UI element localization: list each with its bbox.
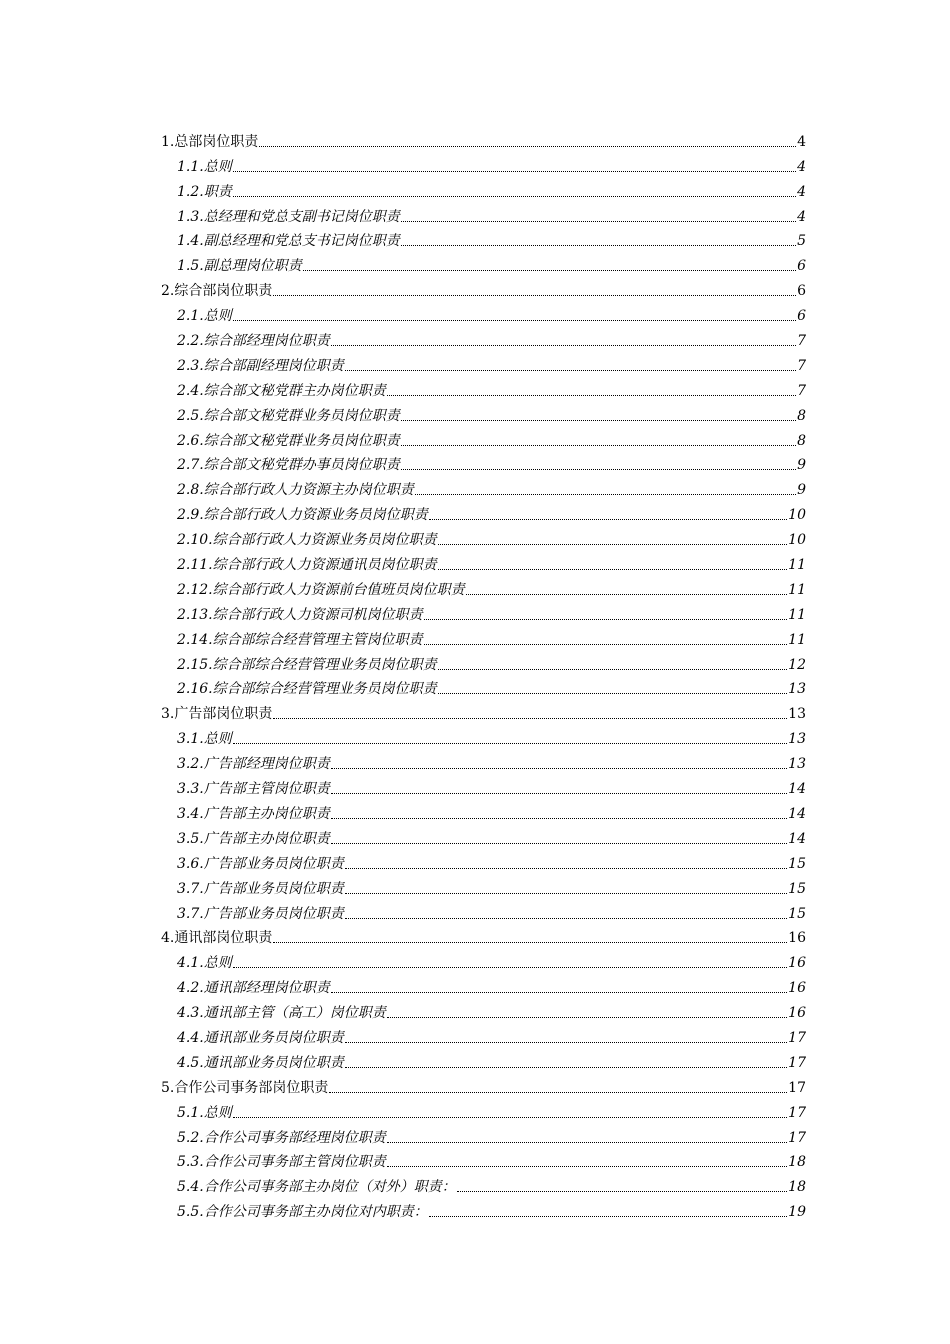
dot-leader — [401, 245, 796, 246]
toc-section-entry[interactable] — [177, 225, 806, 250]
toc-entry-title: 3.6.广告部业务员岗位职责 — [177, 855, 344, 872]
dot-leader — [387, 395, 796, 396]
toc-chapter-entry[interactable] — [161, 1071, 806, 1096]
toc-entry-title: 2.6.综合部文秘党群业务员岗位职责 — [177, 432, 400, 449]
toc-entry-title: 3.1.总则 — [177, 731, 232, 748]
toc-page-number: 15 — [788, 905, 806, 922]
dot-leader — [303, 270, 796, 271]
toc-page-number: 17 — [788, 1029, 806, 1046]
toc-entry-title: 2.14.综合部综合经营管理主管岗位职责 — [177, 631, 423, 648]
dot-leader — [438, 669, 788, 670]
toc-page-number: 14 — [788, 805, 806, 822]
toc-entry-title: 2.10.综合部行政人力资源业务员岗位职责 — [177, 532, 437, 549]
toc-entry-title: 2.5.综合部文秘党群业务员岗位职责 — [177, 407, 400, 424]
dot-leader — [438, 569, 788, 570]
toc-section-entry[interactable] — [177, 1021, 806, 1046]
toc-entry-title: 1.3.总经理和党总支副书记岗位职责 — [177, 208, 400, 225]
toc-entry-title: 2.4.综合部文秘党群主办岗位职责 — [177, 382, 386, 399]
toc-section-entry[interactable] — [177, 150, 806, 175]
dot-leader — [233, 196, 796, 197]
toc-entry-title: 4.5.通讯部业务员岗位职责 — [177, 1054, 344, 1071]
toc-page-number: 9 — [797, 482, 806, 499]
dot-leader — [345, 1067, 787, 1068]
toc-entry-title: 4.2.通讯部经理岗位职责 — [177, 980, 330, 997]
toc-page-number: 14 — [788, 830, 806, 847]
toc-entry-title: 2.3.综合部副经理岗位职责 — [177, 357, 344, 374]
toc-entry-title: 4.1.总则 — [177, 955, 232, 972]
toc-page-number: 13 — [788, 731, 806, 748]
toc-page-number: 4 — [797, 183, 806, 200]
toc-page-number: 12 — [788, 656, 806, 673]
dot-leader — [438, 544, 788, 545]
toc-chapter-entry[interactable] — [161, 922, 806, 947]
toc-entry-title: 3.7.广告部业务员岗位职责 — [177, 905, 344, 922]
toc-entry-title: 1.1.总则 — [177, 158, 232, 175]
dot-leader — [233, 320, 796, 321]
toc-entry-title: 5.1.总则 — [177, 1104, 232, 1121]
toc-page-number: 4 — [797, 158, 806, 175]
toc-entry-title: 1.5.副总理岗位职责 — [177, 258, 302, 275]
dot-leader — [429, 519, 787, 520]
toc-section-entry[interactable] — [177, 1046, 806, 1071]
dot-leader — [273, 718, 787, 719]
toc-entry-title: 3.4.广告部主办岗位职责 — [177, 805, 330, 822]
toc-entry-title: 4.通讯部岗位职责 — [161, 930, 273, 947]
dot-leader — [233, 967, 787, 968]
toc-page-number: 7 — [797, 357, 806, 374]
toc-page-number: 10 — [788, 532, 806, 549]
dot-leader — [401, 420, 796, 421]
toc-entry-title: 4.4.通讯部业务员岗位职责 — [177, 1029, 344, 1046]
toc-section-entry[interactable] — [177, 473, 806, 498]
dot-leader — [273, 942, 787, 943]
toc-page-number: 11 — [788, 557, 806, 574]
dot-leader — [387, 1142, 787, 1143]
toc-page-number: 16 — [788, 930, 806, 947]
toc-entry-title: 2.9.综合部行政人力资源业务员岗位职责 — [177, 507, 428, 524]
toc-section-entry[interactable] — [177, 971, 806, 996]
toc-section-entry[interactable] — [177, 673, 806, 698]
dot-leader — [345, 868, 787, 869]
toc-page-number: 18 — [788, 1179, 806, 1196]
dot-leader — [401, 469, 796, 470]
toc-chapter-entry[interactable] — [161, 697, 806, 722]
toc-section-entry[interactable] — [177, 1195, 806, 1220]
toc-section-entry[interactable] — [177, 349, 806, 374]
toc-entry-title: 2.综合部岗位职责 — [161, 283, 273, 300]
toc-page-number: 15 — [788, 855, 806, 872]
toc-page-number: 17 — [788, 1054, 806, 1071]
toc-section-entry[interactable] — [177, 573, 806, 598]
dot-leader — [387, 1166, 787, 1167]
toc-section-entry[interactable] — [177, 623, 806, 648]
toc-section-entry[interactable] — [177, 424, 806, 449]
toc-section-entry[interactable] — [177, 847, 806, 872]
toc-section-entry[interactable] — [177, 648, 806, 673]
toc-page-number: 14 — [788, 781, 806, 798]
toc-entry-title: 2.1.总则 — [177, 308, 232, 325]
toc-section-entry[interactable] — [177, 299, 806, 324]
toc-page-number: 17 — [788, 1104, 806, 1121]
dot-leader — [424, 619, 788, 620]
toc-entry-title: 3.广告部岗位职责 — [161, 706, 273, 723]
toc-page-number: 16 — [788, 980, 806, 997]
dot-leader — [415, 494, 796, 495]
toc-page-number: 8 — [797, 407, 806, 424]
toc-page-number: 6 — [797, 283, 806, 300]
dot-leader — [424, 644, 788, 645]
dot-leader — [345, 893, 787, 894]
dot-leader — [329, 1092, 787, 1093]
toc-page-number: 13 — [788, 706, 806, 723]
toc-entry-title: 1.总部岗位职责 — [161, 133, 259, 150]
toc-entry-title: 1.4.副总经理和党总支书记岗位职责 — [177, 233, 400, 250]
toc-section-entry[interactable] — [177, 200, 806, 225]
dot-leader — [438, 693, 788, 694]
dot-leader — [233, 1117, 787, 1118]
toc-page-number: 6 — [797, 308, 806, 325]
toc-page-number: 11 — [788, 631, 806, 648]
dot-leader — [331, 818, 787, 819]
toc-section-entry[interactable] — [177, 996, 806, 1021]
dot-leader — [331, 768, 787, 769]
table-of-contents — [0, 125, 950, 1220]
toc-entry-title: 1.2.职责 — [177, 183, 232, 200]
toc-entry-title: 2.8.综合部行政人力资源主办岗位职责 — [177, 482, 414, 499]
dot-leader — [401, 445, 796, 446]
toc-page-number: 11 — [788, 581, 806, 598]
dot-leader — [233, 743, 787, 744]
toc-page-number: 16 — [788, 1005, 806, 1022]
toc-page-number: 4 — [797, 133, 806, 150]
dot-leader — [466, 594, 788, 595]
dot-leader — [273, 295, 796, 296]
toc-chapter-entry[interactable] — [161, 125, 806, 150]
toc-section-entry[interactable] — [177, 523, 806, 548]
toc-section-entry[interactable] — [177, 498, 806, 523]
toc-entry-title: 5.2.合作公司事务部经理岗位职责 — [177, 1129, 386, 1146]
toc-section-entry[interactable] — [177, 946, 806, 971]
dot-leader — [457, 1191, 787, 1192]
toc-page-number: 18 — [788, 1154, 806, 1171]
toc-section-entry[interactable] — [177, 249, 806, 274]
toc-chapter-entry[interactable] — [161, 274, 806, 299]
toc-page-number: 11 — [788, 606, 806, 623]
dot-leader — [233, 171, 796, 172]
toc-section-entry[interactable] — [177, 324, 806, 349]
toc-section-entry[interactable] — [177, 175, 806, 200]
dot-leader — [429, 1216, 787, 1217]
toc-page-number: 4 — [797, 208, 806, 225]
toc-entry-title: 3.3.广告部主管岗位职责 — [177, 781, 330, 798]
toc-page-number: 19 — [788, 1204, 806, 1221]
toc-page-number: 15 — [788, 880, 806, 897]
toc-section-entry[interactable] — [177, 399, 806, 424]
toc-section-entry[interactable] — [177, 598, 806, 623]
toc-entry-title: 2.11.综合部行政人力资源通讯员岗位职责 — [177, 557, 437, 574]
toc-page-number: 16 — [788, 955, 806, 972]
toc-entry-title: 2.7.综合部文秘党群办事员岗位职责 — [177, 457, 400, 474]
toc-entry-title: 2.15.综合部综合经营管理业务员岗位职责 — [177, 656, 437, 673]
toc-page-number: 6 — [797, 258, 806, 275]
toc-section-entry[interactable] — [177, 449, 806, 474]
toc-entry-title: 5.合作公司事务部岗位职责 — [161, 1079, 329, 1096]
toc-page-number: 7 — [797, 382, 806, 399]
dot-leader — [345, 918, 787, 919]
toc-page-number: 5 — [797, 233, 806, 250]
toc-page-number: 8 — [797, 432, 806, 449]
dot-leader — [345, 1042, 787, 1043]
toc-entry-title: 3.7.广告部业务员岗位职责 — [177, 880, 344, 897]
toc-entry-title: 2.13.综合部行政人力资源司机岗位职责 — [177, 606, 423, 623]
toc-section-entry[interactable] — [177, 548, 806, 573]
dot-leader — [331, 793, 787, 794]
toc-section-entry[interactable] — [177, 822, 806, 847]
dot-leader — [331, 345, 796, 346]
toc-entry-title: 3.5.广告部主办岗位职责 — [177, 830, 330, 847]
toc-section-entry[interactable] — [177, 1170, 806, 1195]
toc-section-entry[interactable] — [177, 747, 806, 772]
toc-page-number: 10 — [788, 507, 806, 524]
toc-section-entry[interactable] — [177, 897, 806, 922]
toc-entry-title: 2.12.综合部行政人力资源前台值班员岗位职责 — [177, 581, 465, 598]
toc-page-number: 17 — [788, 1079, 806, 1096]
toc-entry-title: 5.3.合作公司事务部主管岗位职责 — [177, 1154, 386, 1171]
toc-entry-title: 4.3.通讯部主管（高工）岗位职责 — [177, 1005, 386, 1022]
toc-entry-title: 2.2.综合部经理岗位职责 — [177, 333, 330, 350]
toc-page-number: 17 — [788, 1129, 806, 1146]
toc-entry-title: 5.4.合作公司事务部主办岗位（对外）职责： — [177, 1179, 456, 1196]
toc-section-entry[interactable] — [177, 1096, 806, 1121]
dot-leader — [331, 843, 787, 844]
toc-page-number: 9 — [797, 457, 806, 474]
dot-leader — [387, 1017, 787, 1018]
toc-entry-title: 2.16.综合部综合经营管理业务员岗位职责 — [177, 681, 437, 698]
dot-leader — [331, 992, 787, 993]
toc-section-entry[interactable] — [177, 1121, 806, 1146]
dot-leader — [345, 370, 796, 371]
toc-section-entry[interactable] — [177, 722, 806, 747]
toc-page-number: 13 — [788, 756, 806, 773]
toc-entry-title: 3.2.广告部经理岗位职责 — [177, 756, 330, 773]
toc-page-number: 7 — [797, 333, 806, 350]
dot-leader — [259, 146, 796, 147]
toc-section-entry[interactable] — [177, 374, 806, 399]
toc-section-entry[interactable] — [177, 1146, 806, 1171]
toc-section-entry[interactable] — [177, 797, 806, 822]
toc-page-number: 13 — [788, 681, 806, 698]
toc-section-entry[interactable] — [177, 772, 806, 797]
toc-entry-title: 5.5.合作公司事务部主办岗位对内职责： — [177, 1204, 428, 1221]
dot-leader — [401, 221, 796, 222]
toc-section-entry[interactable] — [177, 872, 806, 897]
